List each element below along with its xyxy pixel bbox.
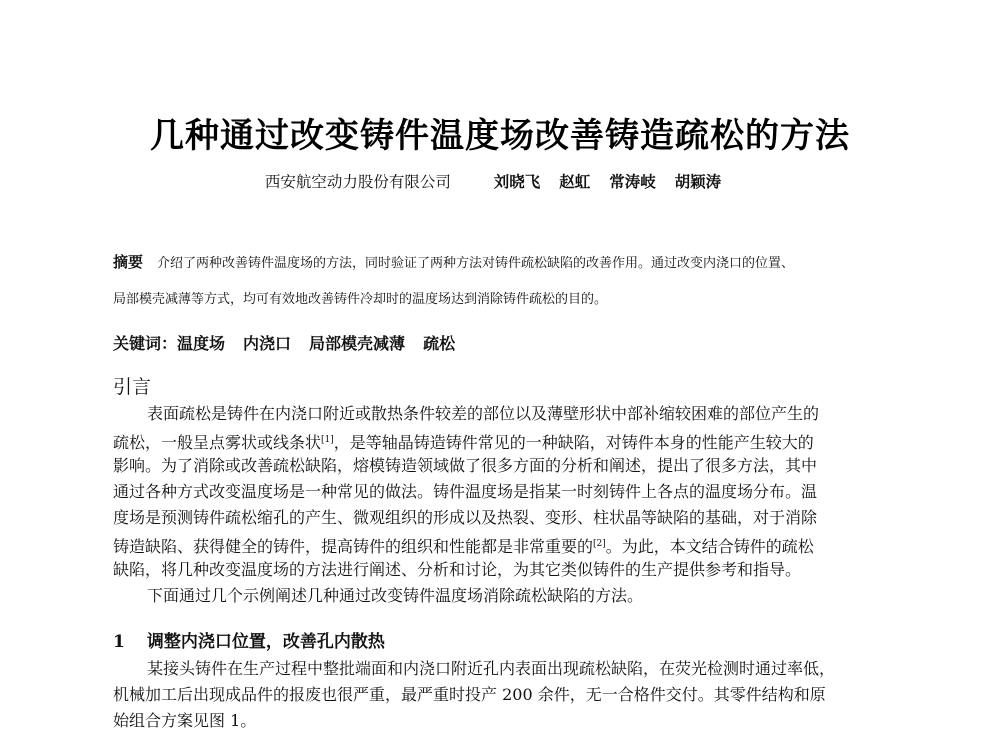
keyword: 温度场 — [177, 334, 226, 353]
intro-heading: 引言 — [113, 376, 152, 398]
keyword: 内浇口 — [243, 334, 292, 353]
keyword: 局部模壳减薄 — [309, 334, 406, 353]
abstract-line-1 — [113, 252, 913, 274]
text-line: 机械加工后出现成品件的报废也很严重，最严重时投产 200 余件，无一合格件交付。其零件结构和原 — [113, 685, 826, 704]
section-title: 调整内浇口位置，改善孔内散热 — [146, 632, 385, 652]
text-line: 铸造缺陷、获得健全的铸件，提高铸件的组织和性能都是非常重要的[2]。为此，本文结合铸件的疏松 — [113, 537, 814, 556]
intro-body — [113, 401, 913, 609]
text-line: 始组合方案见图 1。 — [113, 711, 257, 730]
text-line: 通过各种方式改变温度场是一种常见的做法。铸件温度场是指某一时刻铸件上各点的温度场分布。温 — [113, 482, 818, 501]
text-line: 下面通过几个示例阐述几种通过改变铸件温度场消除疏松缺陷的方法。 — [147, 586, 644, 605]
byline — [0, 170, 1000, 192]
citation: [1] — [321, 435, 334, 445]
text-line: 某接头铸件在生产过程中整批端面和内浇口附近孔内表面出现疏松缺陷，在荧光检测时通过率低， — [147, 659, 836, 678]
section1-body — [113, 656, 913, 734]
abstract-label: 摘要 — [113, 253, 144, 271]
abstract-line-2 — [113, 290, 913, 310]
author-name: 赵虹 — [559, 172, 591, 191]
text-line: 缺陷，将几种改变温度场的方法进行阐述、分析和讨论，为其它类似铸件的生产提供参考和指导。 — [113, 560, 802, 579]
text-line: 表面疏松是铸件在内浇口附近或散热条件较差的部位以及薄壁形状中部补缩较困难的部位产生的 — [147, 404, 820, 423]
section-number: 1 — [113, 632, 125, 652]
paper-title: 几种通过改变铸件温度场改善铸造疏松的方法 — [150, 116, 850, 156]
abstract-text: 介绍了两种改善铸件温度场的方法，同时验证了两种方法对铸件疏松缺陷的改善作用。通过改变内浇口的位置、 — [157, 256, 795, 271]
author-name: 胡颖涛 — [674, 172, 722, 191]
citation: [2] — [593, 539, 606, 549]
section-heading — [113, 627, 385, 652]
keywords — [113, 331, 473, 354]
text-line: 影响。为了消除或改善疏松缺陷，熔模铸造领域做了很多方面的分析和阐述，提出了很多方法，其中 — [113, 456, 818, 475]
author-name: 刘晓飞 — [493, 172, 541, 191]
text-line: 疏松，一般呈点雾状或线条状[1]，是等轴晶铸造铸件常见的一种缺陷，对铸件本身的性能产生较大的 — [113, 433, 814, 452]
keywords-label: 关键词： — [113, 334, 178, 353]
author-name: 常涛岐 — [609, 172, 656, 191]
affiliation: 西安航空动力股份有限公司 — [264, 173, 451, 191]
keyword: 疏松 — [423, 334, 456, 353]
text-line: 度场是预测铸件疏松缩孔的产生、微观组织的形成以及热裂、变形、柱状晶等缺陷的基础，对于消除 — [113, 508, 818, 527]
abstract-text: 局部模壳减薄等方式，均可有效地改善铸件冷却时的温度场达到消除铸件疏松的目的。 — [113, 292, 608, 307]
